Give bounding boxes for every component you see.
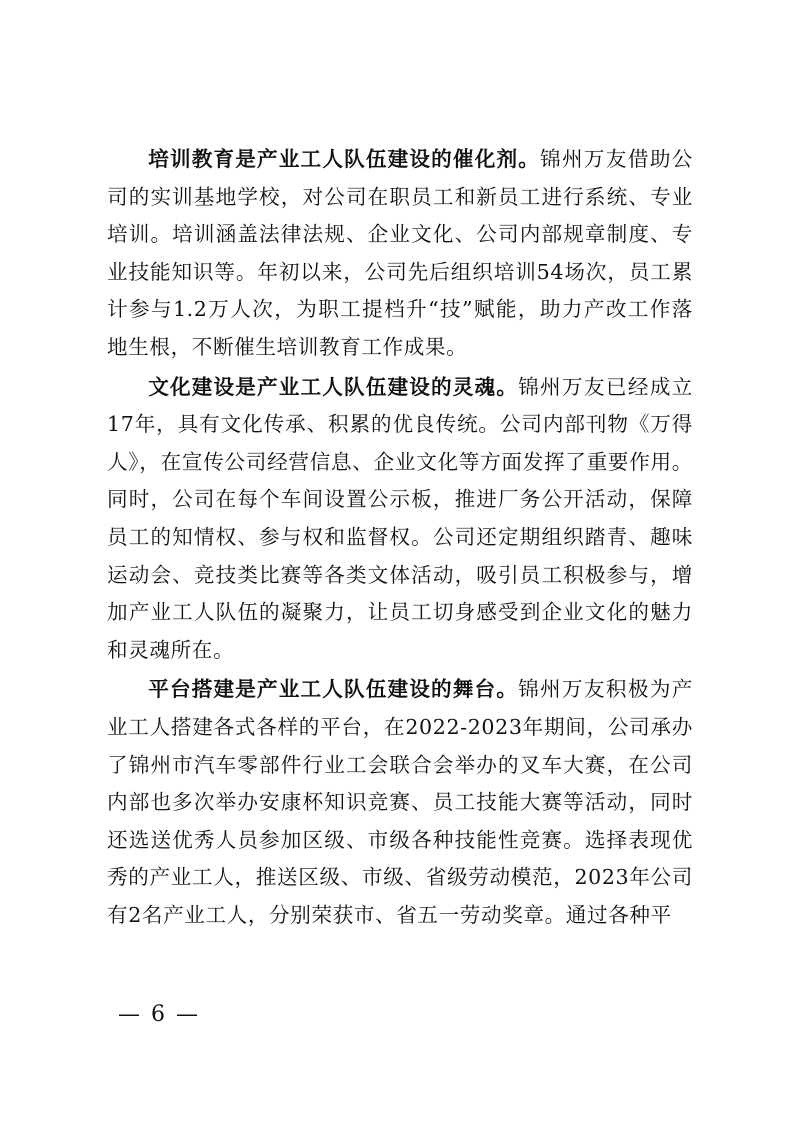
paragraph-text: 锦州万友借助公司的实训基地学校，对公司在职员工和新员工进行系统、专业培训。培训涵盖法律法规、企业文化、公司内部规章制度、专业技能知识等。年初以来，公司先后组织培训54场次，员工累计参与1.2万人次，为职工提档升“技”赋能，助力产改工作落地生根，不断催生培训教育工作成果。 (107, 147, 693, 359)
paragraph-platform (107, 671, 693, 934)
document-body (107, 141, 693, 934)
page-number: — 6 — (118, 1002, 200, 1027)
paragraph-lead: 平台搭建是产业工人队伍建设的舞台。 (148, 677, 519, 702)
paragraph-training (107, 141, 693, 367)
paragraph-text: 锦州万友积极为产业工人搭建各式各样的平台，在2022-2023年期间，公司承办了锦州市汽车零部件行业工会联合会举办的叉车大赛，在公司内部也多次举办安康杯知识竞赛、员工技能大赛等活动，同时还选送优秀人员参加区级、市级各种技能性竞赛。选择表现优秀的产业工人，推送区级、市级、省级劳动模范，2023年公司有2名产业工人，分别荣获市、省五一劳动奖章。通过各种平 (107, 677, 693, 927)
paragraph-culture (107, 369, 693, 670)
paragraph-lead: 文化建设是产业工人队伍建设的灵魂。 (148, 374, 519, 399)
paragraph-text: 锦州万友已经成立17年，具有文化传承、积累的优良传统。公司内部刊物《万得人》，在宣传公司经营信息、企业文化等方面发挥了重要作用。同时，公司在每个车间设置公示板，推进厂务公开活动，保障员工的知情权、参与权和监督权。公司还定期组织踏青、趣味运动会、竞技类比赛等各类文体活动，吸引员工积极参与，增加产业工人队伍的凝聚力，让员工切身感受到企业文化的魅力和灵魂所在。 (107, 374, 693, 662)
paragraph-lead: 培训教育是产业工人队伍建设的催化剂。 (148, 147, 540, 171)
